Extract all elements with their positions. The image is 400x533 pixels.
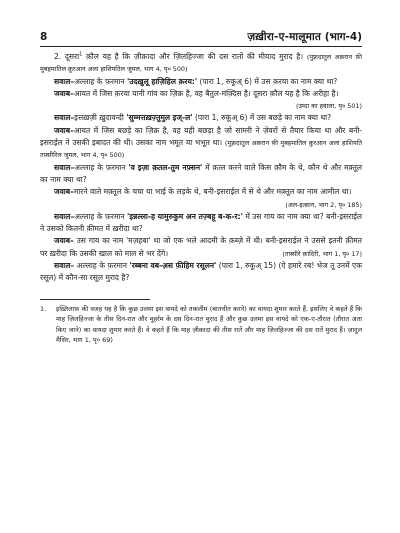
- reference: (उम्दा का हवाला, पृ० 501): [295, 102, 362, 111]
- reference: (अल-इत्क़ान, भाग 2, पृ० 185): [285, 200, 362, 209]
- footnote-number: 1.: [40, 304, 47, 313]
- answer-label: जवाब–: [54, 187, 74, 197]
- quoted-verse: 'सुम्मत्तख़ज़्तुमुल इज्-ल': [126, 113, 193, 123]
- answer-4: [40, 235, 362, 260]
- question-label: सवाल–: [54, 261, 75, 271]
- question-4: [40, 211, 362, 236]
- reference: (मुफ़्रदातुल अक़रान फ़ी मुबहमातिल क़ुरआन अला हाशियति तफ़्सीरिल जुमल, भाग 4, पृ० 500): [40, 139, 362, 160]
- page-number: 8: [40, 31, 48, 43]
- answer-3: [40, 186, 362, 211]
- question-label: सवाल–: [54, 113, 75, 123]
- question-text: अल्लाह के फ़रमान: [74, 261, 130, 271]
- footnote-marker: 1: [79, 51, 83, 58]
- question-label: सवाल–: [54, 162, 75, 172]
- answer-label: जवाब–: [54, 236, 74, 246]
- answer-2: [40, 125, 362, 162]
- footnote-text: इख़्तिलाफ़ की वजह यह है कि कुछ उलमा इस वायदे को तकलीम (बातचीत करने) का वायदा शुमार करते हैं, इसलिए वे कहते हैं कि माह ज़िलहिज्जा के तीस दिन-रात और मुहर्रम के दस दिन-रात मुराद हैं और कुछ उलमा इस वायदे को एक-ए-तौरात (तौरात अता किए जाने) का वायदा शुमार करते हैं। वे कहते हैं कि माह ज़ीक़ादा की तीस रातें और माह ज़िलहिज्जा की दस रातें मुराद हैं। ज़ादुल मैसिर, भाग 1, पृ० 69): [56, 304, 362, 345]
- book-part: (भाग-4): [324, 31, 362, 43]
- question-label: सवाल–: [54, 211, 75, 221]
- question-text: अल्लाह के फ़रमान: [74, 211, 128, 221]
- answer-text: आयत में जिस क़रया यानी गांव का ज़िक्र है, वह बैतुल-मक़्दिस है। दूसरा क़ौल यह है कि अरीहा है।: [73, 88, 339, 98]
- answer-text: उस गाय का नाम 'मज़हबा' था जो एक भले आदमी के क़ब्ज़े में थी। बनी-इसराईल ने उससे इतनी क़ीमत पर ख़रीदा कि उसकी खाल को माल से भर देंगे।: [40, 236, 362, 258]
- paragraph-lead: 2. दूसरा: [54, 52, 80, 61]
- quoted-verse: 'व इज़ा क़तल-तुम नफ़्सन': [128, 162, 203, 172]
- reference: (तफ़्सीरे क़ादिरी, भाग 1, पृ० 17): [282, 249, 362, 258]
- question-5: [40, 260, 362, 285]
- question-2: [40, 112, 362, 124]
- quoted-verse: 'इन्नल्ला-ह यामुरुकुम अन तज़्बहू ब-क-र:': [127, 211, 243, 221]
- answer-label: जवाब–: [54, 88, 74, 98]
- running-header: [40, 30, 362, 47]
- reference: (मुफ़्रदातुल अक़रान फ़ी मुबहमातिल क़ुरआन अला हाशियतिल जुमल, भाग 4, पृ० 500): [40, 53, 362, 74]
- paragraph-second-view: [40, 51, 362, 76]
- page-body: [40, 51, 362, 346]
- question-text-cont: (पारा 1, रुकूअ् 6) में उस बछड़े का नाम क्या था?: [192, 113, 332, 123]
- answer-text: मारने वाले मक़्तूल के चचा या भाई के लड़के थे, बनी-इसराईल में से थे और मक़्तूल का नाम आमील था।: [73, 187, 352, 197]
- question-1: [40, 76, 362, 88]
- question-text: अल्लाह के फ़रमान: [74, 76, 127, 86]
- paragraph-text: क़ौल यह है कि ज़ीक़ादा और ज़िलहिज्जा की दस रातों की मीयाद मुराद है।: [82, 52, 307, 61]
- quoted-verse: 'रब्बना वब-अ़स फ़ीहिम रसूलन': [129, 261, 217, 271]
- question-3: [40, 162, 362, 187]
- question-label: सवाल–: [54, 76, 75, 86]
- question-text-cont: (पारा 1, रुकूअ् 15) (ऐ हमारे रब! भेज तू उनमें एक रसूल) में कौन-सा रसूल मुराद है?: [40, 261, 362, 283]
- answer-label: जवाब–: [54, 125, 74, 135]
- footnote: [40, 304, 362, 346]
- book-title: ज़ख़ीरा-ए-मालूमात: [247, 31, 322, 43]
- question-text-cont: में उस गाय का नाम क्या था? बनी-इसराईल ने उसको कितनी क़ीमत में ख़रीदा था?: [40, 211, 362, 234]
- question-text-cont: में क़त्ल करने वाले किस क़ौम के थे, कौन थे और मक़्तूल का नाम क्या था?: [40, 162, 362, 184]
- question-text-cont: (पारा 1, रुकूअ् 6) में उस क़रया का नाम क्या था?: [197, 76, 338, 86]
- answer-1: [40, 88, 362, 113]
- question-text: इत्तख़ज़ी ख़ुदावन्दी: [74, 113, 127, 123]
- answer-text: आयत में जिस बछड़े का ज़िक्र है, वह यही बछड़ा है जो सामरी ने ज़ेवरों से तैयार किया था और बनी-इसराईल ने उसकी इबादत की थी। उसका नाम भमूत या भभूत था।: [40, 125, 362, 148]
- footnote-divider: [40, 299, 150, 300]
- question-text: अल्लाह के फ़रमान: [74, 162, 129, 172]
- quoted-verse: 'उदख़ुलू हाज़िहिल क़रय:': [126, 76, 198, 86]
- header-title: [247, 30, 362, 44]
